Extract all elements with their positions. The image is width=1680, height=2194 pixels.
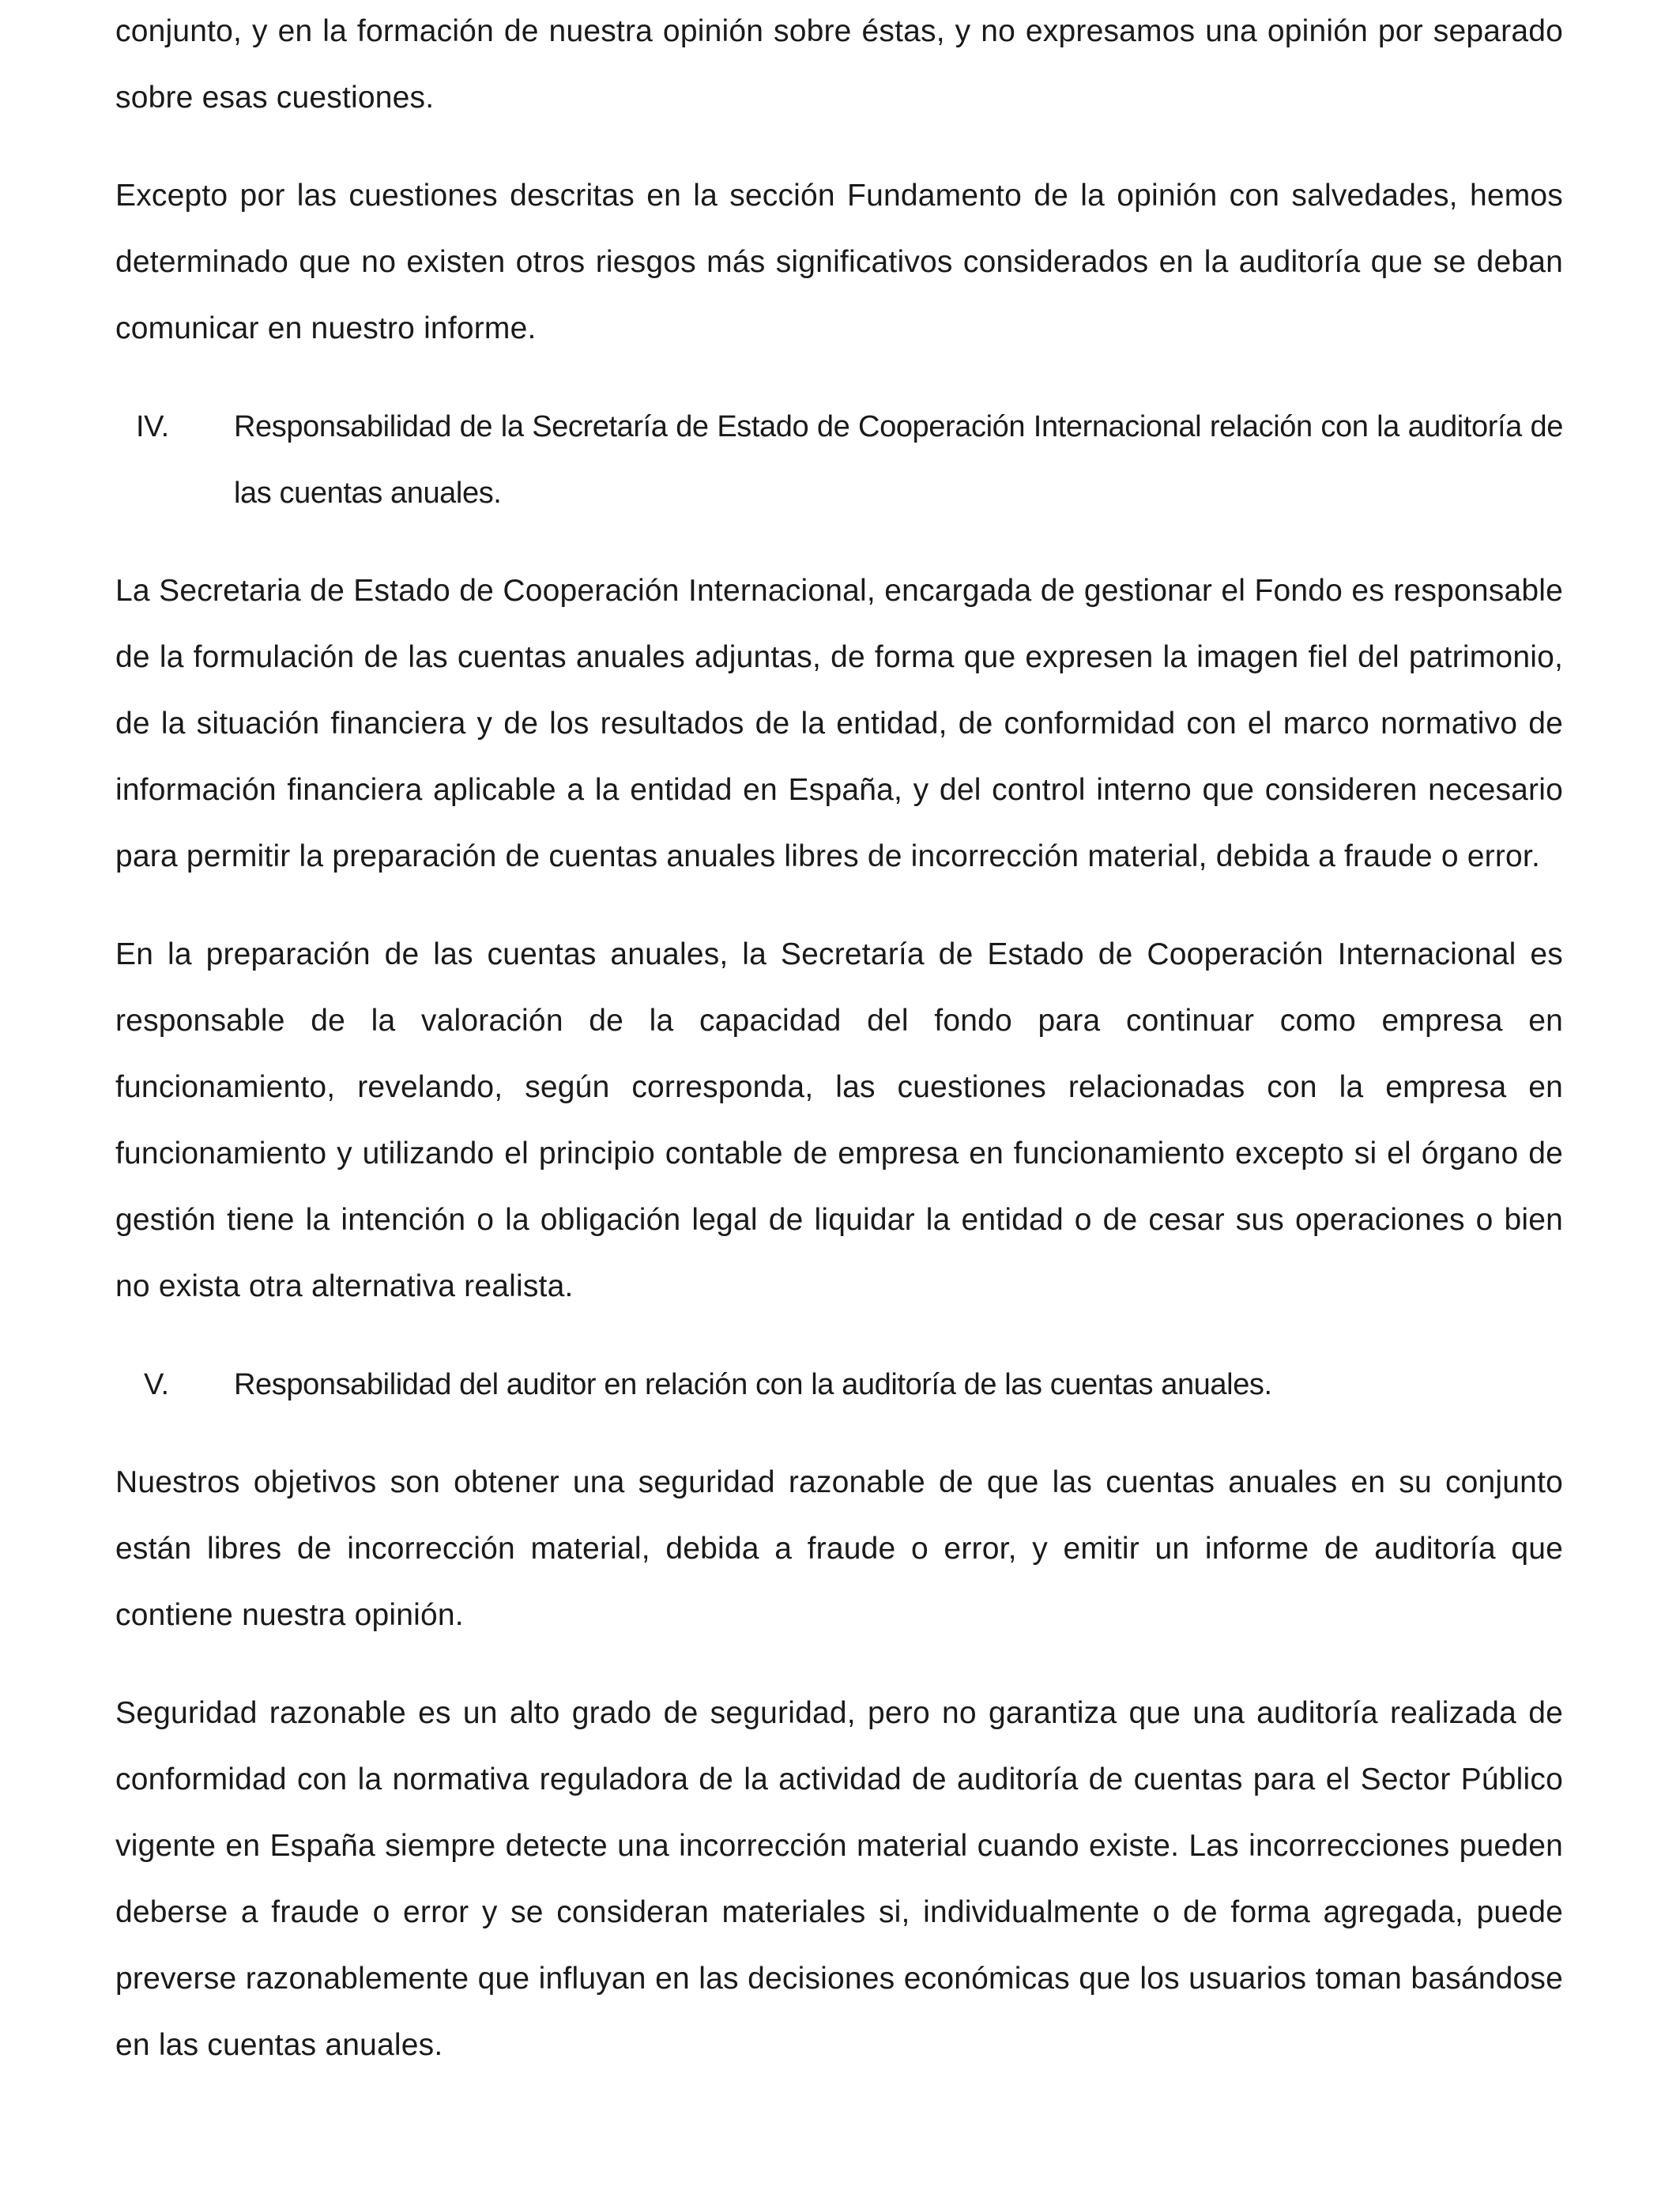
paragraph-gap [115,131,1563,163]
paragraph-gap [115,890,1563,922]
section-title: Responsabilidad de la Secretaría de Estado de Cooperación Internacional relación con la auditoría de las cuentas anuales. [234,410,1563,510]
section-number: V. [144,1368,169,1401]
document-page [115,0,1563,2079]
section-number: IV. [136,410,169,443]
paragraph-gap [115,1418,1563,1449]
paragraph-reasonable-assurance: Seguridad razonable es un alto grado de seguridad, pero no garantiza que una auditoría realizada de conformidad con la normativa reguladora de la actividad de auditoría de cuentas para el Sector Público vigente en España siempre detecte una incorrección material cuando existe. Las incorrecciones pueden deberse a fraude o error y se consideran materiales si, individualmente o de forma agregada, puede preverse razonablemente que influyan en las decisiones económicas que los usuarios toman basándose en las cuentas anuales. [115,1696,1563,2062]
paragraph-gap [115,362,1563,394]
paragraph-auditor-objectives: Nuestros objetivos son obtener una seguridad razonable de que las cuentas anuales en su conjunto están libres de incorrección material, debida a fraude o error, y emitir un informe de auditoría que contiene nuestra opinión. [115,1465,1563,1632]
paragraph-gap [115,1320,1563,1351]
paragraph-other-risks: Excepto por las cuestiones descritas en la sección Fundamento de la opinión con salvedades, hemos determinado que no existen otros riesgos más significativos considerados en la auditoría que se deban comunicar en nuestro informe. [115,179,1563,345]
paragraph-going-concern: En la preparación de las cuentas anuales, la Secretaría de Estado de Cooperación Internacional es responsable de la valoración de la capacidad del fondo para continuar como empresa en funcionamiento, revelando, según corresponda, las cuestiones relacionadas con la empresa en funcionamiento y utilizando el principio contable de empresa en funcionamiento excepto si el órgano de gestión tiene la intención o la obligación legal de liquidar la entidad o de cesar sus operaciones o bien no exista otra alternativa realista. [115,937,1563,1303]
paragraph-gap [115,1649,1563,1680]
paragraph-opinion-conclusion: conjunto, y en la formación de nuestra opinión sobre éstas, y no expresamos una opinión por separado sobre esas cuestiones. [115,14,1563,115]
paragraph-gap [115,526,1563,558]
section-title: Responsabilidad del auditor en relación con la auditoría de las cuentas anuales. [234,1368,1272,1401]
section-heading-iv [115,394,1563,526]
section-heading-v [115,1351,1563,1418]
paragraph-secretaria-responsibility: La Secretaria de Estado de Cooperación Internacional, encargada de gestionar el Fondo es responsable de la formulación de las cuentas anuales adjuntas, de forma que expresen la imagen fiel del patrimonio, de la situación financiera y de los resultados de la entidad, de conformidad con el marco normativo de información financiera aplicable a la entidad en España, y del control interno que consideren necesario para permitir la preparación de cuentas anuales libres de incorrección material, debida a fraude o error. [115,574,1563,873]
